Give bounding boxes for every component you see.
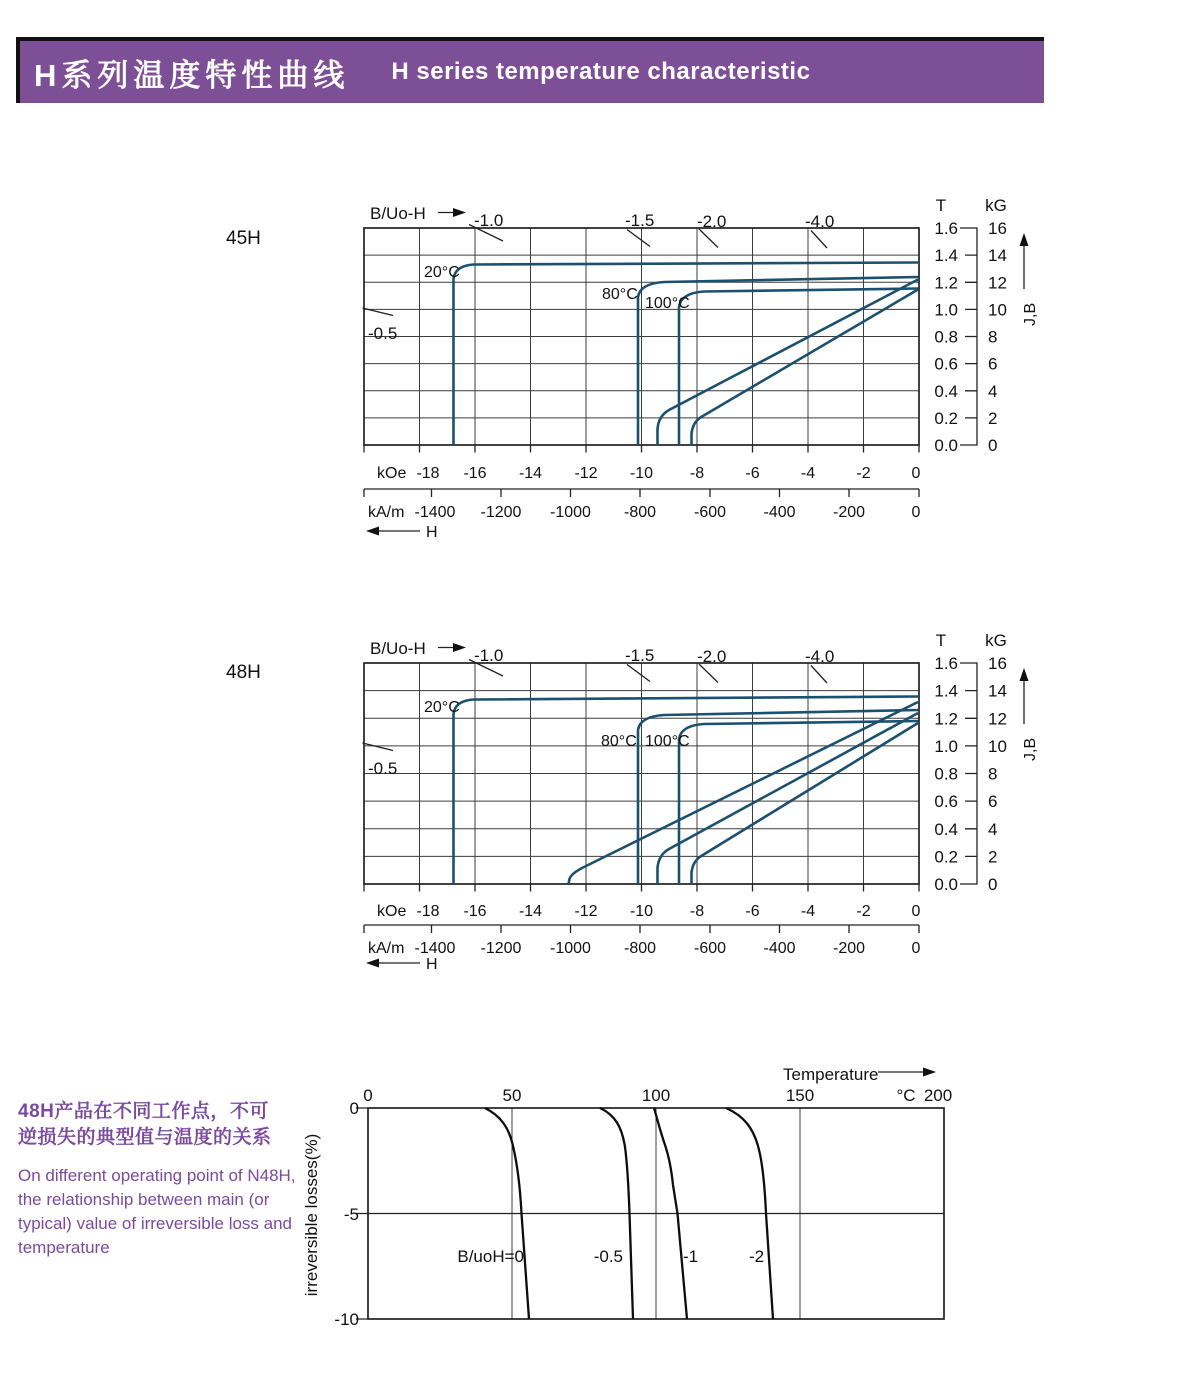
koe-tick-48h: -14: [518, 903, 543, 920]
kam-tick-48h: 0: [911, 940, 921, 957]
side-note-en-line3: typical) value of irreversible loss and: [18, 1214, 293, 1233]
load-label-1-48h: -1.0: [474, 646, 504, 665]
kam-tick-48h: -1400: [414, 940, 456, 957]
curve-label-buoh-0p5: -0.5: [593, 1247, 623, 1266]
loss-tick-5: -5: [343, 1205, 359, 1224]
kg-unit-45h: kG: [985, 196, 1007, 215]
temp-tick-200: 200: [923, 1086, 953, 1105]
kam-tick-48h: -200: [832, 940, 866, 957]
buoh-label-45h: B/Uo-H: [370, 204, 426, 223]
t-tick-48h: 1.2: [934, 709, 958, 729]
t-tick-45h: 0.0: [934, 436, 958, 455]
kg-tick-48h: 6: [988, 792, 998, 812]
load-label-2-48h: -2.0: [697, 647, 727, 666]
chart-label-48h: 48H: [226, 662, 261, 683]
side-note-zh-line2: 逆损失的典型值与温度的关系: [18, 1127, 272, 1148]
jb-label-48h: J,B: [1022, 737, 1039, 761]
load-label-4-45h: -4.0: [805, 212, 835, 231]
kam-tick-48h: -600: [693, 940, 727, 957]
side-note-en-line2: the relationship between main (or: [18, 1190, 270, 1209]
kam-tick-45h: -200: [832, 504, 866, 521]
koe-tick-45h: -18: [416, 465, 440, 482]
jb-arrowhead-48h: [1020, 668, 1029, 681]
kam-tick-45h: -800: [623, 504, 657, 521]
load-label-0p5-45h: -0.5: [368, 324, 398, 343]
temp-tick-150: 150: [785, 1086, 815, 1105]
curve-b-100c-45h: [692, 290, 919, 446]
t-tick-45h: 0.8: [934, 327, 958, 347]
kg-tick-45h: 2: [988, 408, 998, 428]
koe-ticks-45h: [364, 445, 919, 453]
kam-tick-48h: -1000: [550, 940, 591, 957]
kg-tick-48h: 0: [988, 875, 998, 894]
t-tick-45h: 1.0: [934, 300, 958, 320]
t-tick-48h: 0.4: [934, 819, 958, 839]
koe-ticks-48h: [364, 884, 919, 892]
temp-label-80c-45h: 80°C: [602, 286, 638, 303]
load-label-0p5-48h: -0.5: [368, 759, 398, 778]
curve-label-buoh-0: B/uoH=0: [457, 1247, 524, 1266]
kam-tick-45h: -1200: [480, 504, 522, 521]
loss-tick-0: 0: [349, 1099, 359, 1118]
jb-arrowhead-45h: [1020, 233, 1029, 246]
kam-tick-45h: -1400: [414, 504, 456, 521]
koe-tick-45h: -4: [800, 465, 816, 482]
temp-tick-100: 100: [641, 1086, 671, 1105]
load-label-1p5-45h: -1.5: [625, 211, 655, 230]
curve-label-buoh-2: -2: [749, 1247, 765, 1266]
t-tick-48h: 1.0: [934, 736, 958, 756]
koe-tick-45h: -2: [856, 465, 871, 482]
koe-tick-48h: -2: [856, 903, 871, 920]
curve-j-100c-45h: [679, 289, 919, 446]
temp-label-80c-48h: 80°C: [601, 733, 637, 750]
kg-tick-48h: 8: [988, 764, 998, 784]
temp-label-20c-45h: 20°C: [424, 264, 460, 281]
loss-tick-10: -10: [334, 1310, 359, 1329]
kg-tick-45h: 8: [988, 327, 998, 347]
buoh-label-48h: B/Uo-H: [370, 639, 426, 658]
t-tick-48h: 0.6: [934, 792, 958, 812]
kg-tick-45h: 6: [988, 354, 998, 374]
buoh-arrowhead-48h: [453, 643, 466, 652]
t-tick-45h: 0.4: [934, 381, 958, 401]
koe-tick-45h: -14: [518, 465, 543, 482]
kg-tick-45h: 14: [988, 246, 1007, 266]
koe-tick-45h: 0: [911, 465, 921, 482]
temp-label-100c-45h: 100°C: [645, 295, 690, 312]
koe-tick-48h: -12: [574, 903, 598, 920]
temperature-label: Temperature: [783, 1065, 879, 1084]
loss-ylabel: irreversible losses(%): [302, 1133, 321, 1297]
kam-ruler-48h: [364, 925, 919, 933]
t-tick-45h: 0.6: [934, 354, 958, 374]
koe-tick-45h: -8: [689, 465, 705, 482]
t-kg-bracket-48h: [960, 663, 977, 884]
kg-tick-48h: 12: [988, 709, 1007, 729]
kg-tick-45h: 16: [988, 219, 1007, 238]
kam-unit-48h: kA/m: [368, 940, 405, 957]
t-tick-48h: 1.6: [934, 654, 958, 673]
buoh-arrowhead-45h: [453, 208, 466, 217]
side-note-zh-line1: 48H产品在不同工作点，不可: [18, 1101, 269, 1122]
kg-tick-45h: 12: [988, 273, 1007, 293]
koe-tick-48h: -16: [463, 903, 487, 920]
t-unit-48h: T: [935, 631, 947, 650]
jb-label-45h: J,B: [1022, 302, 1039, 326]
koe-tick-45h: -10: [629, 465, 654, 482]
kg-tick-48h: 10: [988, 736, 1007, 756]
kam-tick-45h: 0: [911, 504, 921, 521]
temp-label-100c-48h: 100°C: [645, 733, 690, 750]
temp-tick-50: 50: [502, 1086, 522, 1105]
temperature-arrowhead: [923, 1068, 936, 1077]
t-tick-45h: 0.2: [934, 408, 958, 428]
koe-tick-48h: -4: [800, 903, 816, 920]
h-arrowhead-45h: [366, 527, 379, 536]
curve-label-buoh-1: -1: [683, 1247, 699, 1266]
h-arrowhead-48h: [366, 959, 379, 968]
kg-tick-48h: 4: [988, 819, 998, 839]
temp-tick-0: 0: [363, 1086, 373, 1105]
t-tick-45h: 1.6: [934, 219, 958, 238]
load-label-4-48h: -4.0: [805, 647, 835, 666]
koe-tick-48h: 0: [911, 903, 921, 920]
koe-unit-45h: kOe: [377, 465, 407, 482]
h-label-45h: H: [426, 524, 438, 541]
t-unit-45h: T: [935, 196, 947, 215]
kam-tick-45h: -1000: [550, 504, 591, 521]
koe-tick-48h: -10: [629, 903, 654, 920]
kam-tick-45h: -400: [763, 504, 796, 521]
page-title-zh: H系列温度特性曲线: [34, 57, 350, 93]
kam-tick-45h: -600: [693, 504, 727, 521]
kg-tick-48h: 16: [988, 654, 1007, 673]
kam-tick-48h: -800: [623, 940, 657, 957]
t-tick-48h: 1.4: [934, 681, 958, 701]
kg-tick-45h: 0: [988, 436, 998, 455]
kam-tick-48h: -400: [763, 940, 796, 957]
kg-unit-48h: kG: [985, 631, 1007, 650]
t-tick-45h: 1.2: [934, 273, 958, 293]
t-tick-48h: 0.2: [934, 847, 958, 867]
chart-45h: [226, 196, 1039, 541]
koe-tick-45h: -6: [745, 465, 760, 482]
curve-j-20c-48h: [454, 697, 920, 885]
kam-ruler-45h: [364, 489, 919, 497]
kg-tick-48h: 2: [988, 847, 998, 867]
kam-unit-45h: kA/m: [368, 504, 405, 521]
page-title-en: H series temperature characteristic: [391, 58, 811, 85]
load-label-2-45h: -2.0: [697, 212, 727, 231]
kg-tick-45h: 4: [988, 381, 998, 401]
chart-48h: [226, 631, 1039, 973]
t-kg-bracket-45h: [960, 228, 977, 445]
koe-tick-45h: -12: [574, 465, 598, 482]
koe-tick-45h: -16: [463, 465, 487, 482]
h-label-48h: H: [426, 956, 438, 973]
side-note-en-line4: temperature: [18, 1238, 110, 1257]
temp-label-20c-48h: 20°C: [424, 699, 460, 716]
koe-tick-48h: -6: [745, 903, 760, 920]
koe-tick-48h: -18: [416, 903, 440, 920]
t-tick-48h: 0.8: [934, 764, 958, 784]
t-tick-45h: 1.4: [934, 246, 958, 266]
koe-unit-48h: kOe: [377, 903, 407, 920]
chart-label-45h: 45H: [226, 228, 261, 249]
kg-tick-48h: 14: [988, 681, 1007, 701]
koe-tick-48h: -8: [689, 903, 705, 920]
celsius-unit: °C: [896, 1086, 916, 1105]
side-note-en-line1: On different operating point of N48H,: [18, 1166, 296, 1185]
kg-tick-45h: 10: [988, 300, 1007, 320]
load-label-1-45h: -1.0: [474, 211, 504, 230]
t-tick-48h: 0.0: [934, 875, 958, 894]
chart-irreversible-loss: [302, 1065, 952, 1329]
kam-tick-48h: -1200: [480, 940, 522, 957]
curve-b-100c-48h: [692, 723, 919, 884]
load-label-1p5-48h: -1.5: [625, 646, 655, 665]
